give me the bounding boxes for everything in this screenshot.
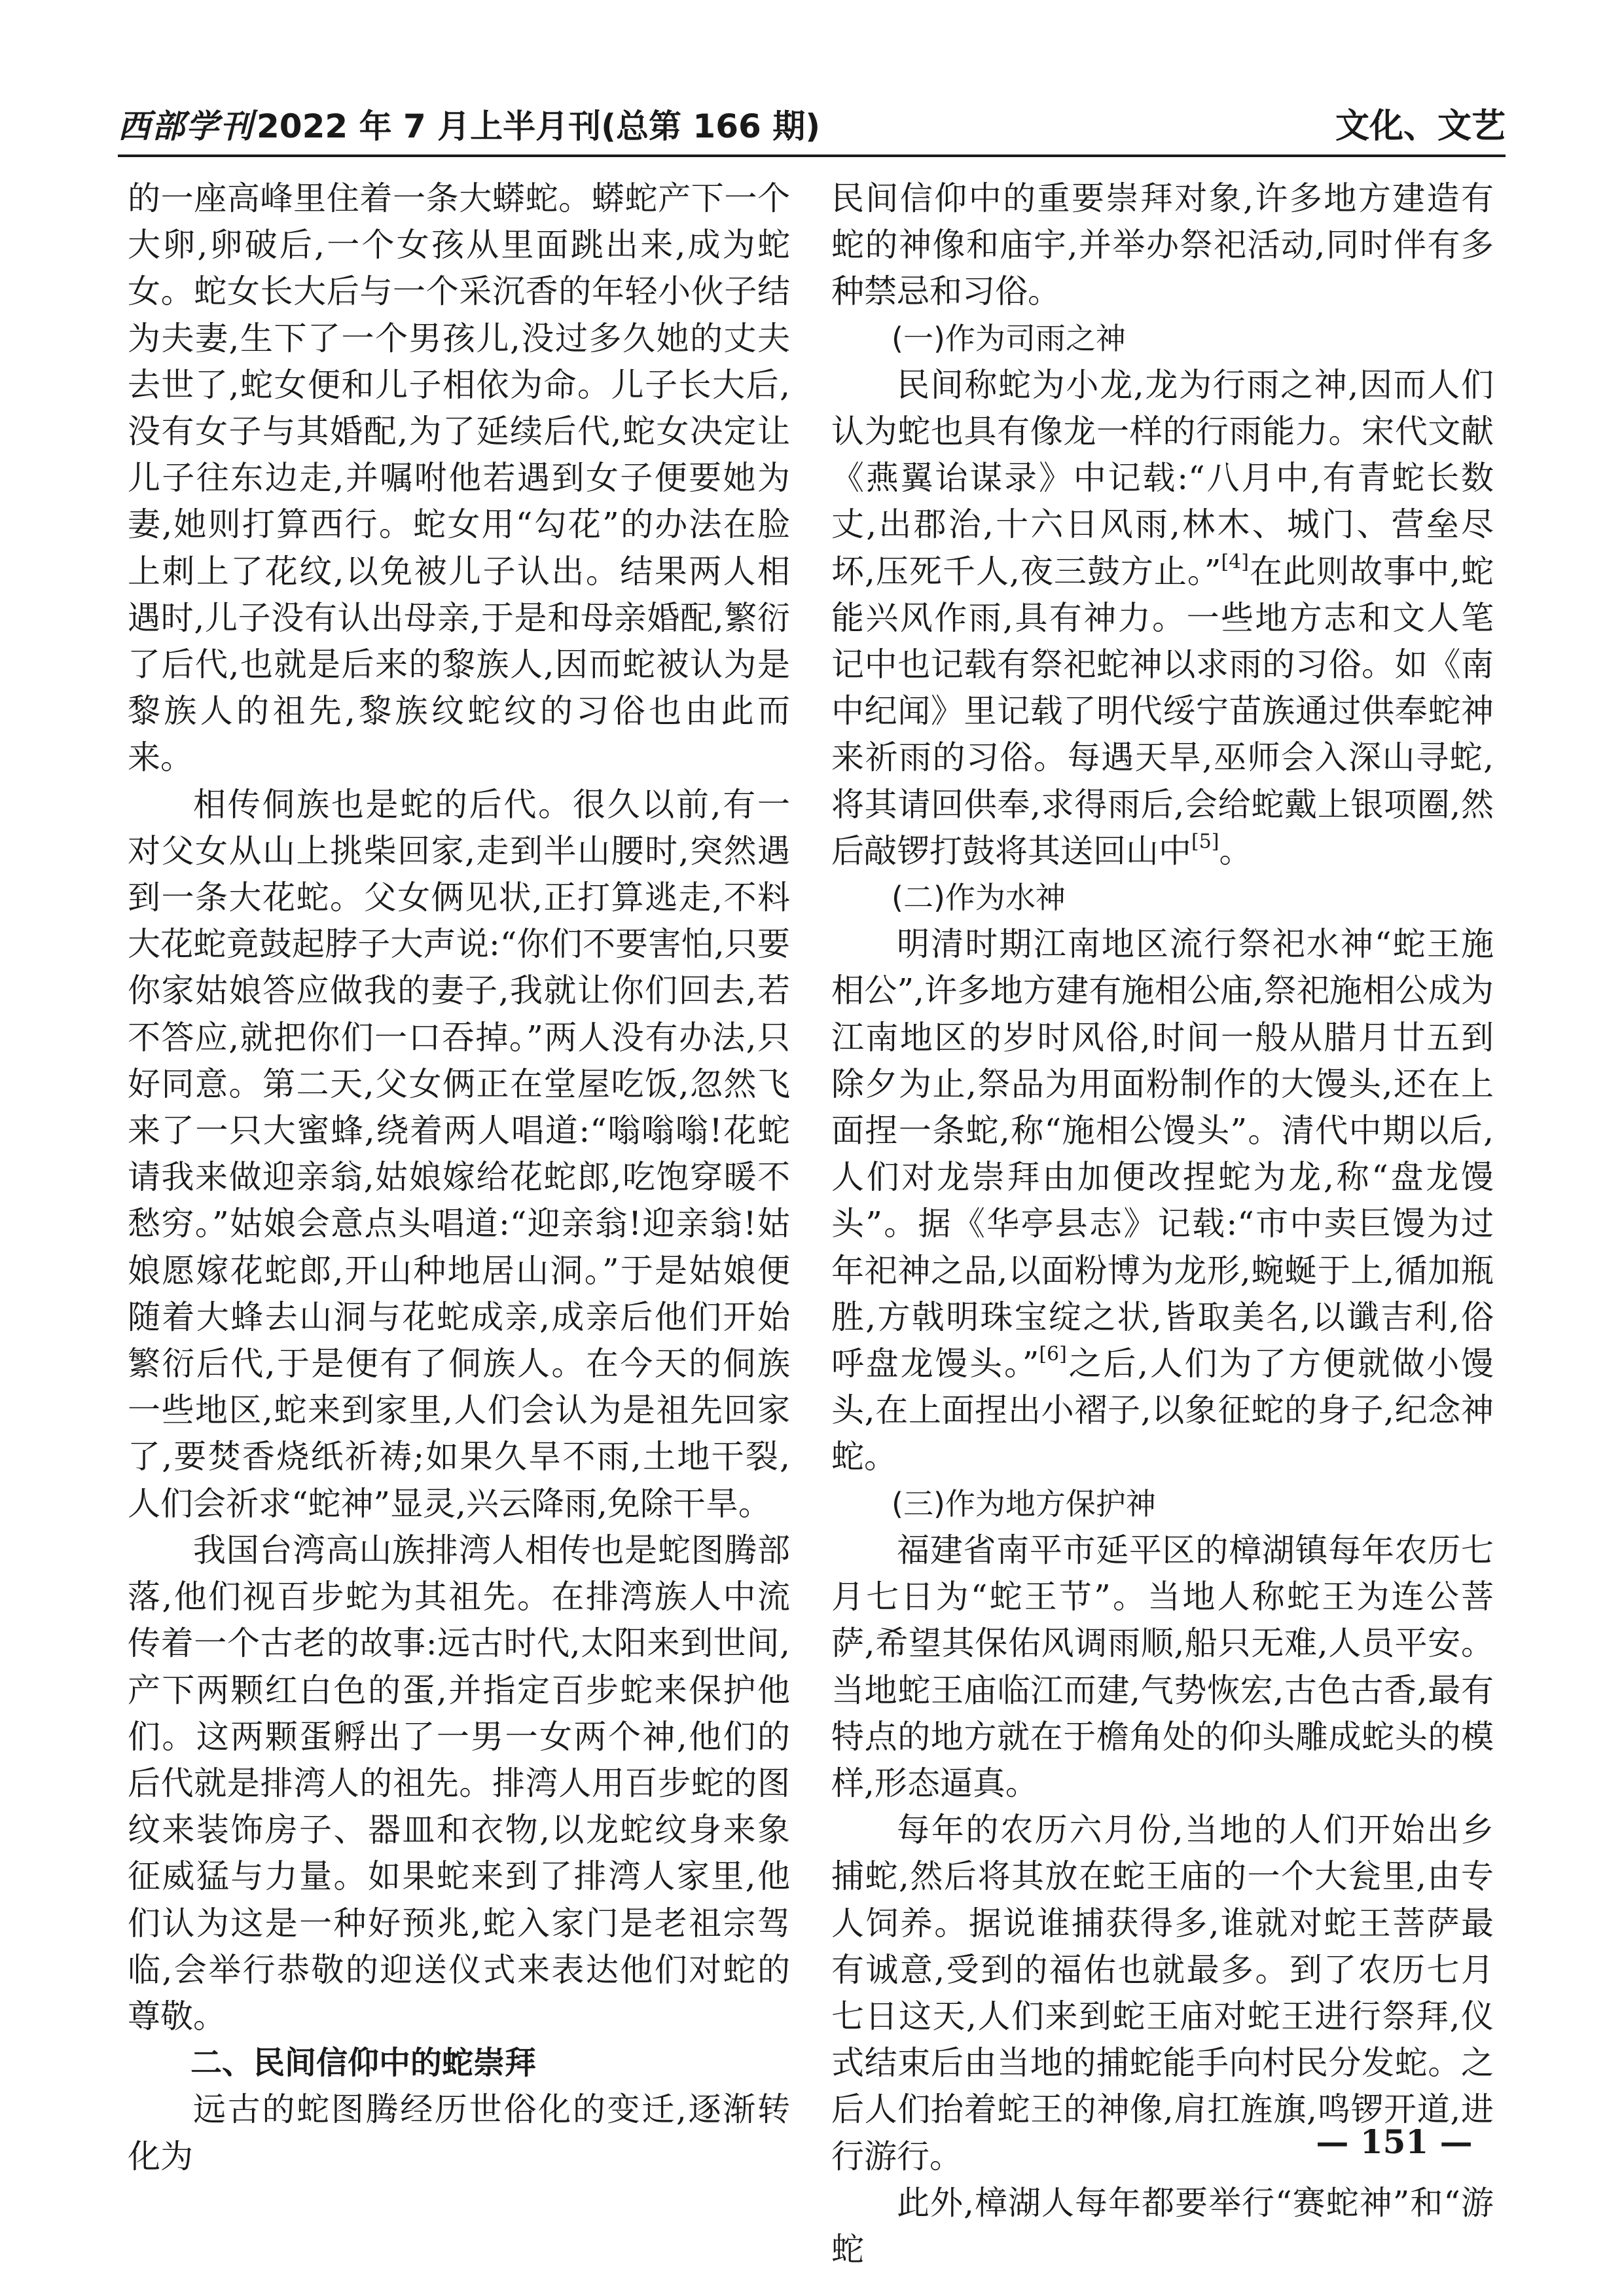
paragraph: 福建省南平市延平区的樟湖镇每年农历七月七日为“蛇王节”。当地人称蛇王为连公菩萨,希望其保佑风调雨顺,船只无难,人员平安。当地蛇王庙临江而建,气势恢宏,古色古香,最有特点的地方就在于檐角处的仰头雕成蛇头的模样,形态逼真。 (831, 1531, 1494, 1802)
paragraph-text: 民间称蛇为小龙,龙为行雨之神,因而人们认为蛇也具有像龙一样的行雨能力。宋代文献《燕翼诒谋录》中记载:“八月中,有青蛇长数丈,出郡治,十六日风雨,林木、城门、营垒尽坏,压死千人,夜三鼓方止。” (831, 365, 1494, 591)
section-heading: 二、民间信仰中的蛇崇拜 (190, 2045, 537, 2082)
subsection-heading: (一)作为司雨之神 (892, 320, 1126, 356)
paragraph (831, 362, 1494, 875)
citation-ref: [4] (1221, 550, 1249, 573)
paragraph: 相传侗族也是蛇的后代。很久以前,有一对父女从山上挑柴回家,走到半山腰时,突然遇到一条大花蛇。父女俩见状,正打算逃走,不料大花蛇竟鼓起脖子大声说:“你们不要害怕,只要你家姑娘答应做我的妻子,我就让你们回去,若不答应,就把你们一口吞掉。”两人没有办法,只好同意。第二天,父女俩正在堂屋吃饭,忽然飞来了一只大蜜蜂,绕着两人唱道:“嗡嗡嗡!花蛇请我来做迎亲翁,姑娘嫁给花蛇郎,吃饱穿暖不愁穷。”姑娘会意点头唱道:“迎亲翁!迎亲翁!姑娘愿嫁花蛇郎,开山种地居山洞。”于是姑娘便随着大蜂去山洞与花蛇成亲,成亲后他们开始繁衍后代,于是便有了侗族人。在今天的侗族一些地区,蛇来到家里,人们会认为是祖先回家了,要焚香烧纸祈祷;如果久旱不雨,土地干裂,人们会祈求“蛇神”显灵,兴云降雨,免除干旱。 (128, 785, 790, 1523)
header-divider (118, 155, 1506, 157)
right-column (831, 175, 1494, 2273)
left-column (128, 175, 790, 2180)
paragraph (831, 921, 1494, 1480)
paragraph: 每年的农历六月份,当地的人们开始出乡捕蛇,然后将其放在蛇王庙的一个大瓮里,由专人饲养。据说谁捕获得多,谁就对蛇王菩萨最有诚意,受到的福佑也就最多。到了农历七月七日这天,人们来到蛇王庙对蛇王进行祭拜,仪式结束后由当地的捕蛇能手向村民分发蛇。之后人们抬着蛇王的神像,肩扛旌旗,鸣锣开道,进行游行。 (831, 1811, 1494, 2175)
page-header (118, 97, 1506, 156)
paragraph-text: 。 (1219, 831, 1252, 870)
paragraph-text: 在此则故事中,蛇能兴风作雨,具有神力。一些地方志和文人笔记中也记载有祭祀蛇神以求雨的习俗。如《南中纪闻》里记载了明代绥宁苗族通过供奉蛇神来祈雨的习俗。每遇天旱,巫师会入深山寻蛇,将其请回供奉,求得雨后,会给蛇戴上银项圈,然后敲锣打鼓将其送回山中 (831, 552, 1494, 870)
page-number: — 151 — (1316, 2122, 1473, 2161)
section-label: 文化、文艺 (1335, 107, 1506, 146)
citation-ref: [6] (1039, 1343, 1067, 1366)
subsection-heading: (二)作为水神 (892, 880, 1066, 916)
header-issue-info (118, 103, 820, 149)
paragraph: 我国台湾高山族排湾人相传也是蛇图腾部落,他们视百步蛇为其祖先。在排湾族人中流传着一个古老的故事:远古时代,太阳来到世间,产下两颗红白色的蛋,并指定百步蛇来保护他们。这两颗蛋孵出了一男一女两个神,他们的后代就是排湾人的祖先。排湾人用百步蛇的图纹来装饰房子、器皿和衣物,以龙蛇纹身来象征威猛与力量。如果蛇来到了排湾人家里,他们认为这是一种好预兆,蛇入家门是老祖宗驾临,会举行恭敬的迎送仪式来表达他们对蛇的尊敬。 (128, 1531, 790, 2035)
paragraph: 此外,樟湖人每年都要举行“赛蛇神”和“游蛇 (831, 2183, 1494, 2268)
journal-logo: 西部学刊 (118, 107, 254, 145)
subsection-heading: (三)作为地方保护神 (892, 1485, 1156, 1521)
paragraph: 的一座高峰里住着一条大蟒蛇。蟒蛇产下一个大卵,卵破后,一个女孩从里面跳出来,成为蛇女。蛇女长大后与一个采沉香的年轻小伙子结为夫妻,生下了一个男孩儿,没过多久她的丈夫去世了,蛇女便和儿子相依为命。儿子长大后,没有女子与其婚配,为了延续后代,蛇女决定让儿子往东边走,并嘱咐他若遇到女子便要她为妻,她则打算西行。蛇女用“勾花”的办法在脸上刺上了花纹,以免被儿子认出。结果两人相遇时,儿子没有认出母亲,于是和母亲婚配,繁衍了后代,也就是后来的黎族人,因而蛇被认为是黎族人的祖先,黎族纹蛇纹的习俗也由此而来。 (128, 179, 790, 777)
issue-label: 2022 年 7 月上半月刊(总第 166 期) (257, 107, 821, 145)
citation-ref: [5] (1191, 829, 1219, 853)
paragraph: 民间信仰中的重要崇拜对象,许多地方建造有蛇的神像和庙宇,并举办祭祀活动,同时伴有多种禁忌和习俗。 (831, 179, 1494, 311)
paragraph: 远古的蛇图腾经历世俗化的变迁,逐渐转化为 (128, 2090, 790, 2175)
paragraph-text: 之后,人们为了方便就做小馒头,在上面捏出小褶子,以象征蛇的身子,纪念神蛇。 (831, 1345, 1494, 1476)
paragraph-text: 明清时期江南地区流行祭祀水神“蛇王施相公”,许多地方建有施相公庙,祭祀施相公成为江南地区的岁时风俗,时间一般从腊月廿五到除夕为止,祭品为用面粉制作的大馒头,还在上面捏一条蛇,称“施相公馒头”。清代中期以后,人们对龙崇拜由加便改捏蛇为龙,称“盘龙馒头”。据《华亭县志》记载:“市中卖巨馒为过年祀神之品,以面粉博为龙形,蜿蜒于上,循加瓶胜,方戟明珠宝绽之状,皆取美名,以谶吉利,俗呼盘龙馒头。” (831, 925, 1494, 1383)
